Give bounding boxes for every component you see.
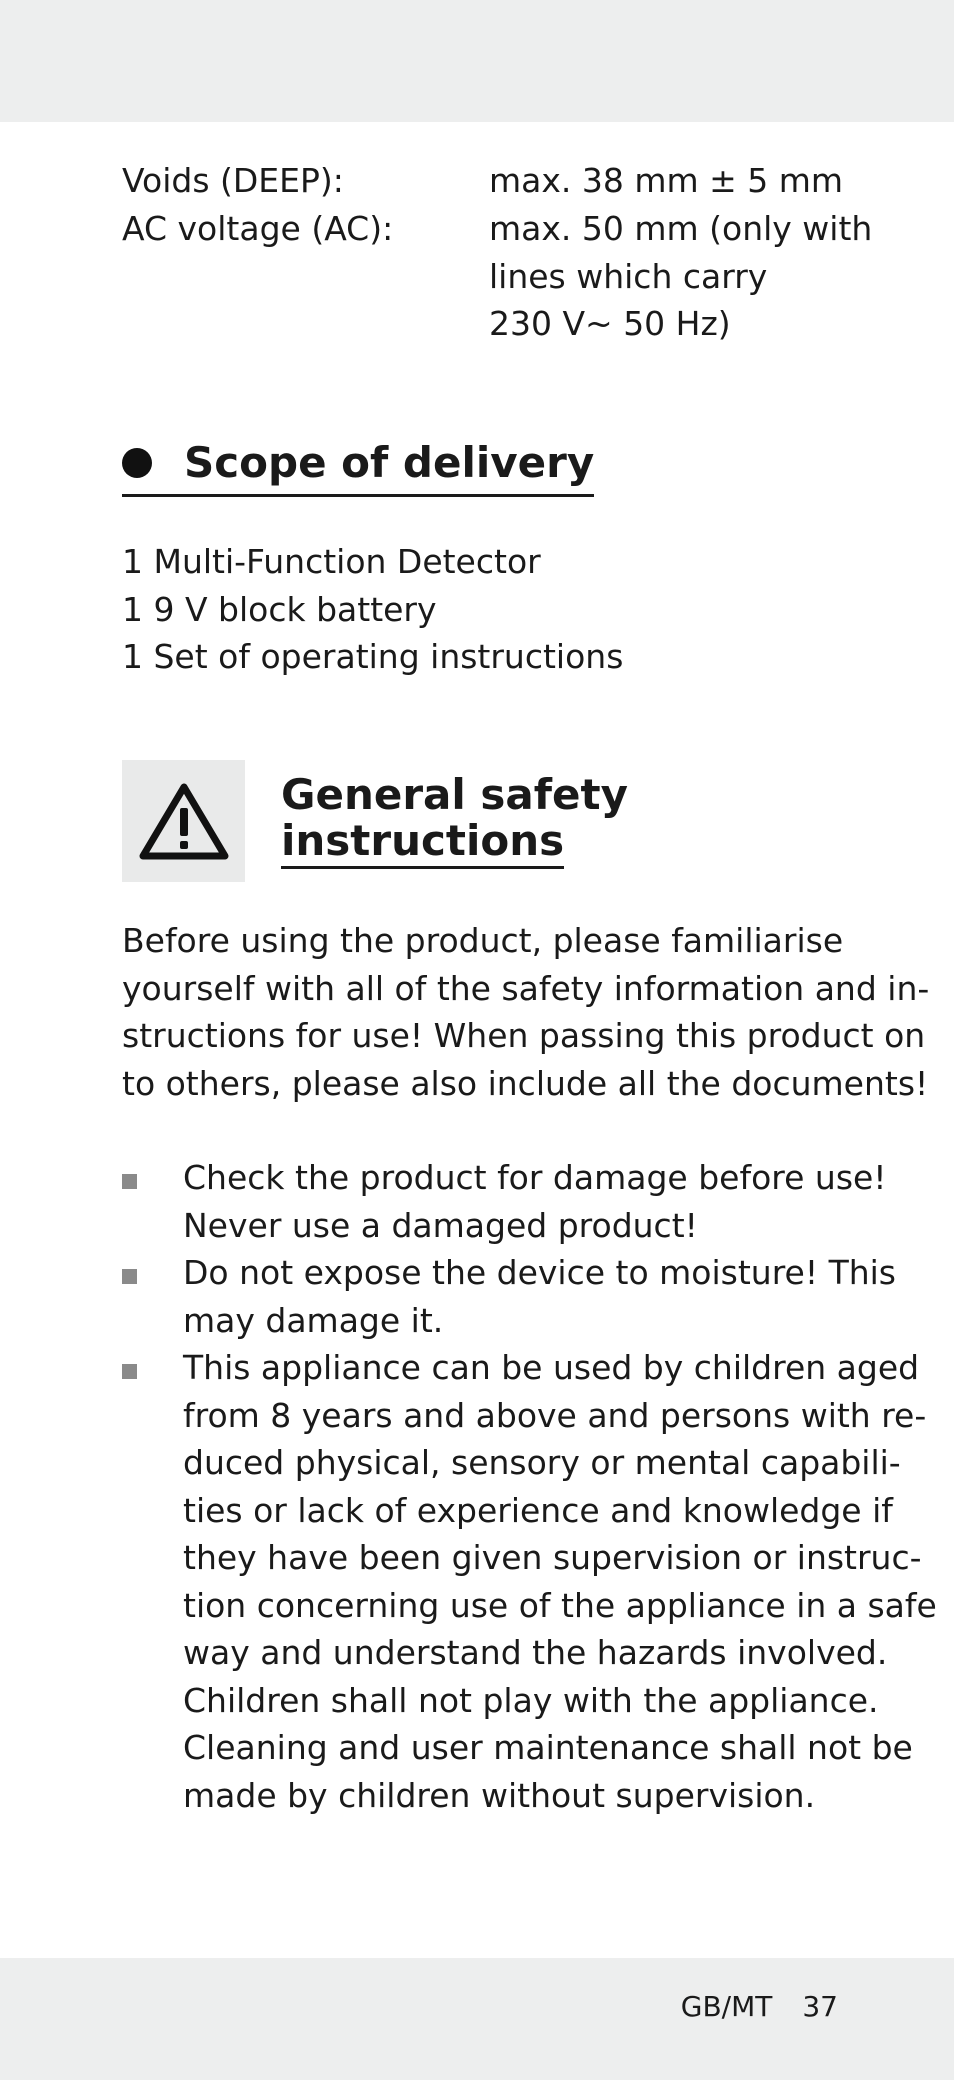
list-item: 1 9 V block battery [122,589,437,629]
safety-title-line: instructions [281,818,564,869]
spec-label: AC voltage (AC): [122,209,394,248]
page-footer [681,1987,838,2027]
spec-value-line: 230 V~ 50 Hz) [489,304,731,343]
bullet-line: Cleaning and user maintenance shall not be [183,1728,913,1767]
bullet-line: Check the product for damage before use! [183,1158,887,1197]
intro-line: yourself with all of the safety information and in- [122,968,930,1008]
bullet-line: they have been given supervision or instruc- [183,1538,922,1577]
page-number: 37 [802,1990,838,2023]
intro-line: to others, please also include all the documents! [122,1063,929,1103]
square-bullet-icon [122,1364,137,1379]
spec-value-line: max. 50 mm (only with [489,209,873,248]
warning-triangle-icon [122,760,245,882]
bullet-line: Children shall not play with the appliance. [183,1680,879,1720]
bullet-line: Do not expose the device to moisture! This [183,1253,896,1292]
square-bullet-icon [122,1174,137,1189]
list-item [122,1154,887,1249]
list-item: 1 Multi-Function Detector [122,542,541,581]
safety-bullets [122,1154,937,1819]
bullet-line: duced physical, sensory or mental capabili- [183,1443,901,1482]
bullet-line: This appliance can be used by children aged [183,1348,920,1387]
bullet-line: way and understand the hazards involved. [183,1633,888,1672]
spec-row-voids [122,157,842,205]
square-bullet-icon [122,1269,137,1284]
bullet-line: ties or lack of experience and knowledge if [183,1490,893,1530]
bullet-line: tion concerning use of the appliance in a safe [183,1585,937,1625]
list-item [122,1344,937,1819]
safety-title-line: General safety [281,770,628,819]
warning-triangle-svg [138,781,230,861]
spec-value [489,157,844,205]
spec-value [489,205,873,348]
bullet-line: from 8 years and above and persons with re- [183,1395,927,1435]
heading-bullet-icon [122,448,152,478]
safety-title [281,772,628,869]
spec-label: Voids (DEEP): [122,161,344,200]
bullet-line: made by children without supervision. [183,1775,816,1815]
country-code: GB/MT [680,1990,773,2023]
safety-intro [122,917,930,1107]
bullet-line: Never use a damaged product! [183,1205,698,1245]
intro-line: Before using the product, please familiarise [122,921,844,960]
spec-value-line: lines which carry [489,256,768,296]
header-band [0,0,954,122]
scope-heading [122,432,594,497]
scope-title: Scope of delivery [184,438,595,487]
spec-value-line: max. 38 mm ± 5 mm [489,161,844,200]
spec-row-ac-voltage [122,205,873,348]
bullet-line: may damage it. [183,1300,444,1340]
delivery-list [122,538,623,681]
list-item [122,1249,896,1344]
list-item: 1 Set of operating instructions [122,637,624,676]
intro-line: structions for use! When passing this product on [122,1016,926,1055]
